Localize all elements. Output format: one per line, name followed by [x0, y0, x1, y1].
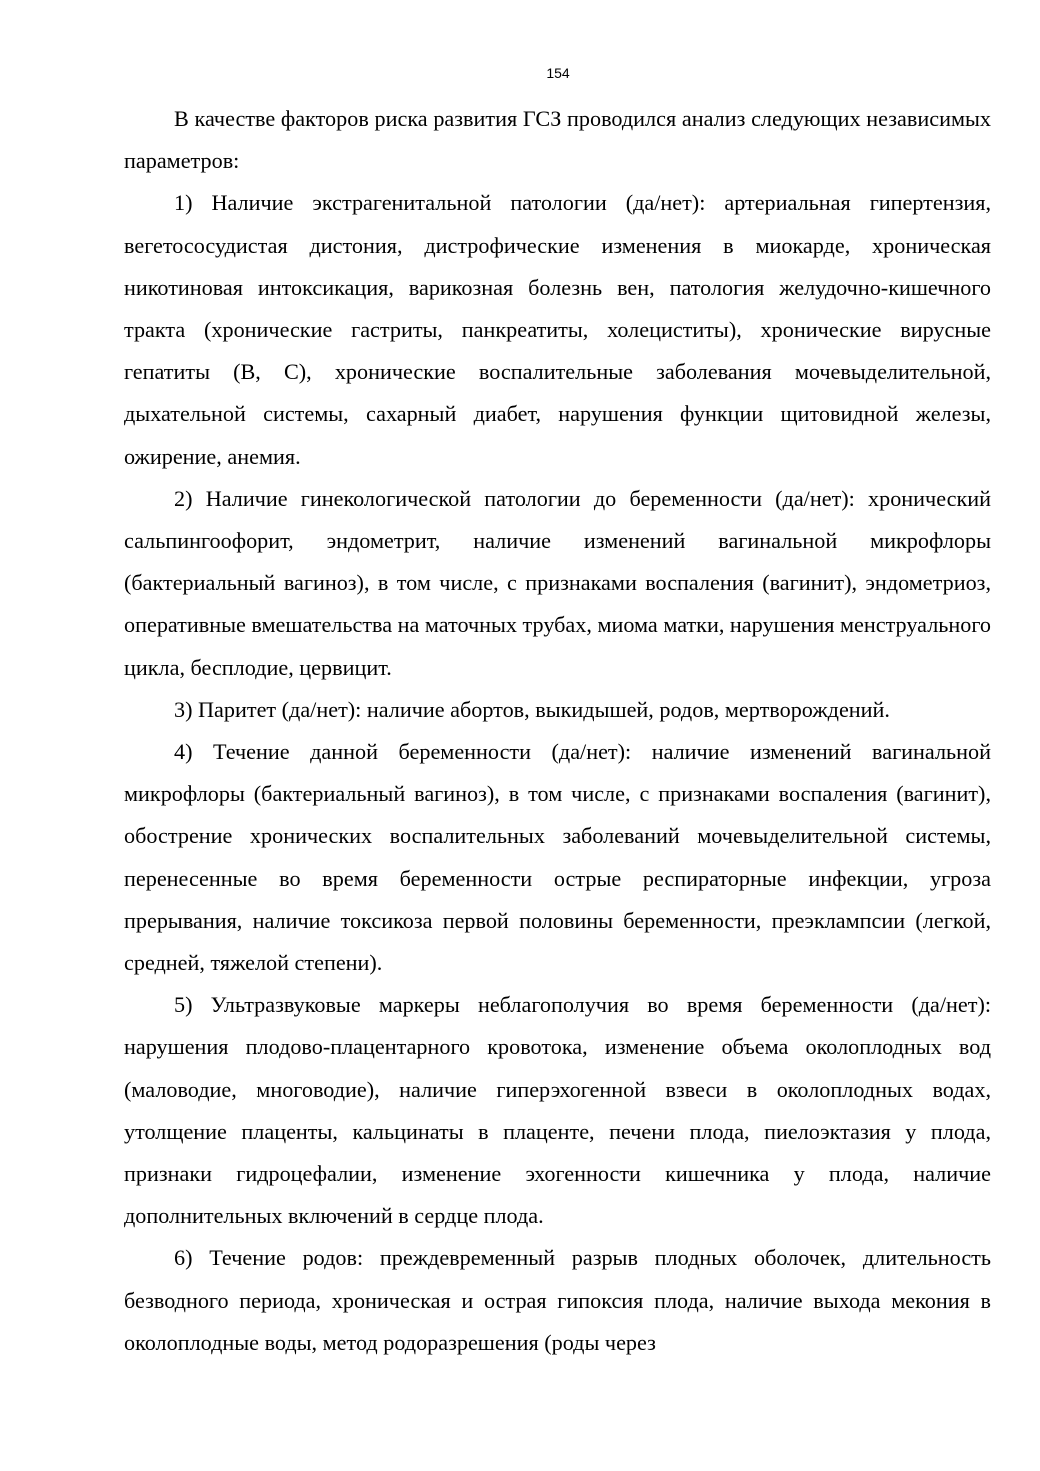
- paragraph-parity: 3) Паритет (да/нет): наличие абортов, выкидышей, родов, мертворождений.: [174, 696, 890, 722]
- paragraph-extragenital-pathology: 1) Наличие экстрагенитальной патологии (да/нет): артериальная гипертензия, вегетососудистая дистония, дистрофические изменения в миокарде, хроническая никотиновая интоксикация, варикозная болезнь вен, патология желудочно-кишечного тракта (хронические гастриты, панкреатиты, холециститы), хронические вирусные гепатиты (В, С), хронические воспалительные заболевания мочевыделительной, дыхательной системы, сахарный диабет, нарушения функции щитовидной железы, ожирение, анемия.: [124, 190, 991, 469]
- paragraph-labor-course: 6) Течение родов: преждевременный разрыв плодных оболочек, длительность безводного периода, хроническая и острая гипоксия плода, наличие выхода мекония в околоплодные воды, метод родоразрешения (роды через: [124, 1245, 991, 1355]
- paragraph-ultrasound-markers: 5) Ультразвуковые маркеры неблагополучия во время беременности (да/нет): нарушения плодово-плацентарного кровотока, изменение объема околоплодных вод (маловодие, многоводие), наличие гиперэхогенной взвеси в околоплодных водах, утолщение плаценты, кальцинаты в плаценте, печени плода, пиелоэктазия у плода, признаки гидроцефалии, изменение эхогенности кишечника у плода, наличие дополнительных включений в сердце плода.: [124, 992, 991, 1229]
- paragraph-gynecological-pathology: 2) Наличие гинекологической патологии до беременности (да/нет): хронический сальпингоофорит, эндометрит, наличие изменений вагинальной микрофлоры (бактериальный вагиноз), в том числе, с признаками воспаления (вагинит), эндометриоз, оперативные вмешательства на маточных трубах, миома матки, нарушения менструального цикла, бесплодие, цервицит.: [124, 485, 991, 680]
- body-text: [124, 98, 991, 1364]
- paragraph-current-pregnancy: 4) Течение данной беременности (да/нет): наличие изменений вагинальной микрофлоры (бактериальный вагиноз), в том числе, с признаками воспаления (вагинит), обострение хронических воспалительных заболеваний мочевыделительной системы, перенесенные во время беременности острые респираторные инфекции, угроза прерывания, наличие токсикоза первой половины беременности, преэклампсии (легкой, средней, тяжелой степени).: [124, 739, 991, 976]
- paragraph-intro: В качестве факторов риска развития ГСЗ проводился анализ следующих независимых параметров:: [124, 106, 991, 174]
- page-number: 154: [546, 65, 570, 81]
